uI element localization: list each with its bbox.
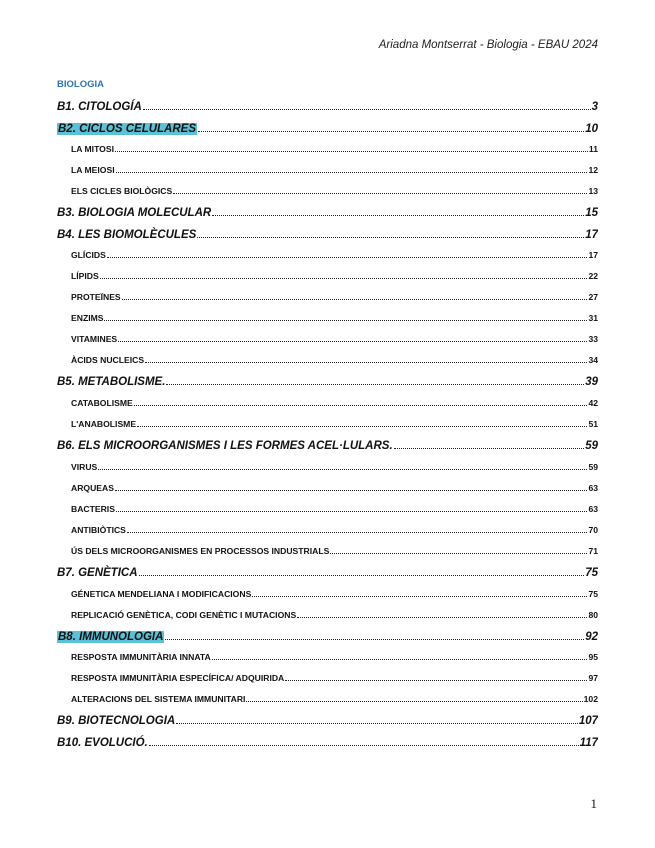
toc-entry-title: ARQUEAS: [71, 483, 114, 493]
toc-entry-page: 95: [588, 652, 598, 662]
toc-entry-title: GLÍCIDS: [71, 250, 106, 260]
toc-entry[interactable]: [57, 733, 598, 749]
toc-entry[interactable]: [57, 585, 598, 599]
toc-dot-leader: [173, 193, 587, 194]
toc-entry-title: B6. ELS MICROORGANISMES I LES FORMES ACEL·LULARS.: [57, 440, 393, 452]
toc-dot-leader: [197, 237, 584, 238]
toc-entry-page: 10: [585, 123, 598, 135]
toc-entry-title: GÉNETICA MENDELIANA I MODIFICACIONS: [71, 589, 252, 599]
toc-entry-page: 71: [588, 546, 598, 556]
toc-entry-page: 59: [588, 462, 598, 472]
toc-entry-title: B5. METABOLISME.: [57, 376, 166, 388]
toc-entry[interactable]: [57, 119, 598, 135]
toc-dot-leader: [115, 490, 587, 491]
toc-entry[interactable]: [57, 500, 598, 514]
toc-dot-leader: [285, 680, 587, 681]
toc-entry-page: 12: [588, 165, 598, 175]
toc-entry-page: 31: [588, 313, 598, 323]
toc-entry[interactable]: [57, 225, 598, 241]
toc-entry-title: B7. GENÈTICA: [57, 567, 138, 579]
toc-entry-page: 13: [588, 186, 598, 196]
toc-dot-leader: [212, 215, 584, 216]
toc-entry-title: B1. CITOLOGÍA: [57, 101, 142, 113]
toc-entry-title: B2. CICLOS CELULARES: [58, 123, 197, 135]
toc-entry[interactable]: [57, 669, 598, 683]
toc-dot-leader: [212, 659, 588, 660]
toc-entry-page: 75: [585, 567, 598, 579]
running-header: Ariadna Montserrat - Biologia - EBAU 2024: [378, 39, 598, 51]
toc-entry-title: ELS CICLES BIOLÒGICS: [71, 186, 173, 196]
toc-entry-title: ANTIBIÒTICS: [71, 525, 126, 535]
toc-entry[interactable]: [57, 542, 598, 556]
toc-entry-title: ÀCIDS NUCLEICS: [71, 355, 145, 365]
toc-dot-leader: [246, 701, 582, 702]
toc-dot-leader: [166, 384, 584, 385]
toc-entry[interactable]: [57, 351, 598, 365]
toc-entry-title: B8. IMMUNOLOGIA: [58, 631, 164, 643]
toc-entry[interactable]: [57, 563, 598, 579]
toc-entry-page: 63: [588, 483, 598, 493]
toc-entry[interactable]: [57, 140, 598, 154]
toc-dot-leader: [107, 257, 588, 258]
toc-entry[interactable]: [57, 161, 598, 175]
toc-dot-leader: [127, 532, 588, 533]
toc-entry-title: VITAMINES: [71, 334, 118, 344]
toc-dot-leader: [139, 575, 585, 576]
toc-entry[interactable]: [57, 97, 598, 113]
toc-dot-leader: [134, 405, 588, 406]
toc-dot-leader: [176, 723, 578, 724]
toc-entry[interactable]: [57, 479, 598, 493]
toc-dot-leader: [145, 362, 587, 363]
toc-entry-page: 92: [585, 631, 598, 643]
toc-entry-title: ENZIMS: [71, 313, 104, 323]
toc-dot-leader: [98, 469, 587, 470]
toc-dot-leader: [100, 278, 588, 279]
toc-entry-title: B3. BIOLOGIA MOLECULAR: [57, 207, 212, 219]
toc-entry-page: 3: [591, 101, 598, 113]
toc-entry-page: 75: [588, 589, 598, 599]
toc-dot-leader: [137, 426, 587, 427]
toc-entry[interactable]: [57, 182, 598, 196]
page-number: 1: [590, 796, 597, 811]
toc-entry-title: RESPOSTA IMMUNITÀRIA ESPECÍFICA/ ADQUIRIDA: [71, 673, 285, 683]
toc-entry[interactable]: [57, 627, 598, 643]
toc-entry-page: 15: [585, 207, 598, 219]
toc-entry[interactable]: [57, 648, 598, 662]
toc-entry-title: LÍPIDS: [71, 271, 99, 281]
toc-dot-leader: [149, 745, 579, 746]
toc-entry[interactable]: [57, 606, 598, 620]
toc-entry-page: 63: [588, 504, 598, 514]
toc-entry-title: ÚS DELS MICROORGANISMES EN PROCESSOS INDUSTRIALS: [71, 546, 330, 556]
toc-entry-page: 33: [588, 334, 598, 344]
toc-entry-page: 17: [588, 250, 598, 260]
toc-entry[interactable]: [57, 711, 598, 727]
toc-entry[interactable]: [57, 246, 598, 260]
toc-entry[interactable]: [57, 394, 598, 408]
toc-entry-title: ALTERACIONS DEL SISTEMA IMMUNITARI: [71, 694, 246, 704]
toc-entry-page: 70: [588, 525, 598, 535]
toc-entry-page: 34: [588, 355, 598, 365]
toc-entry-title: RESPOSTA IMMUNITÀRIA INNATA: [71, 652, 211, 662]
toc-dot-leader: [116, 172, 588, 173]
toc-dot-leader: [165, 639, 584, 640]
toc-entry-page: 107: [578, 715, 598, 727]
toc-dot-leader: [252, 596, 587, 597]
toc-entry-title: B4. LES BIOMOLÈCULES: [57, 229, 197, 241]
toc-entry-title: B10. EVOLUCIÓ.: [57, 737, 148, 749]
toc-entry-page: 22: [588, 271, 598, 281]
toc-dot-leader: [297, 617, 587, 618]
toc-entry-title: L'ANABOLISME: [71, 419, 137, 429]
toc-entry-title: REPLICACIÓ GENÈTICA, CODI GENÈTIC I MUTACIONS: [71, 610, 297, 620]
toc-entry[interactable]: [57, 309, 598, 323]
toc-entry[interactable]: [57, 288, 598, 302]
toc-entry[interactable]: [57, 203, 598, 219]
toc-entry-page: 39: [585, 376, 598, 388]
toc-entry-title: CATABOLISME: [71, 398, 133, 408]
toc-dot-leader: [394, 448, 585, 449]
section-label: BIOLOGIA: [57, 79, 104, 90]
toc-entry[interactable]: [57, 436, 598, 452]
toc-entry-title: LA MITOSI: [71, 144, 114, 154]
toc-entry-title: PROTEÏNES: [71, 292, 121, 302]
toc-entry-page: 102: [583, 694, 598, 704]
toc-entry[interactable]: [57, 521, 598, 535]
toc-entry-page: 97: [588, 673, 598, 683]
toc-entry-page: 59: [585, 440, 598, 452]
toc-entry[interactable]: [57, 690, 598, 704]
toc-entry[interactable]: [57, 415, 598, 429]
toc-entry-title: BACTERIS: [71, 504, 115, 514]
toc-entry-page: 117: [579, 737, 598, 749]
toc-dot-leader: [118, 341, 587, 342]
toc-entry[interactable]: [57, 330, 598, 344]
toc-entry[interactable]: [57, 267, 598, 281]
toc-entry-title: B9. BIOTECNOLOGIA: [57, 715, 176, 727]
toc-dot-leader: [330, 553, 587, 554]
toc-entry[interactable]: [57, 458, 598, 472]
toc-entry-title: VIRUS: [71, 462, 98, 472]
toc-entry-page: 17: [585, 229, 598, 241]
toc-entry-page: 27: [588, 292, 598, 302]
toc-dot-leader: [115, 151, 588, 152]
toc-dot-leader: [143, 109, 591, 110]
toc-dot-leader: [116, 511, 588, 512]
toc-entry-page: 51: [588, 419, 598, 429]
toc-dot-leader: [122, 299, 588, 300]
toc-entry-page: 42: [588, 398, 598, 408]
toc-dot-leader: [104, 320, 587, 321]
toc-entry-title: LA MEIOSI: [71, 165, 115, 175]
toc-entry-page: 11: [588, 144, 598, 154]
toc-entry[interactable]: [57, 372, 598, 388]
toc-dot-leader: [198, 131, 584, 132]
toc-entry-page: 80: [588, 610, 598, 620]
